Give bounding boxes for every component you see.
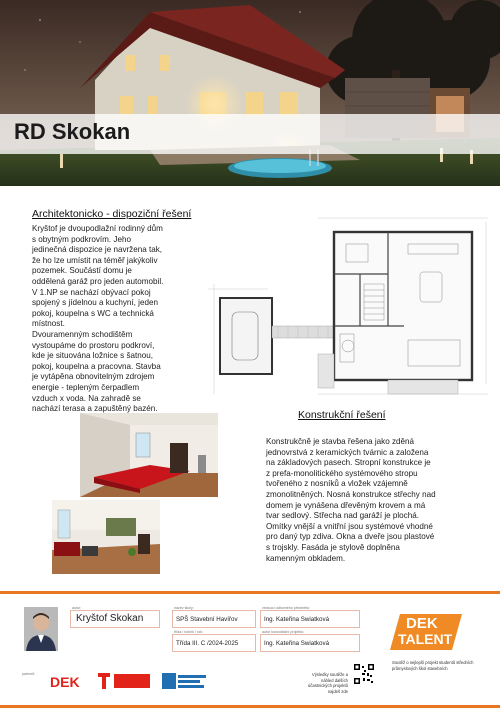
consultant-label: autor konzultační projektu: — [262, 630, 305, 634]
text-line: domem je vynášena dřevěným krovem a má — [266, 500, 426, 510]
text-line: kamenným obkladem. — [266, 553, 346, 563]
text-line: místnost. — [32, 319, 65, 329]
author-name: Kryštof Skokan — [76, 613, 144, 624]
text-line: zmonolitněných. Nosná konstrukce střechy nad — [266, 489, 436, 499]
text-line: jednovrstvá z keramických tvárnic a založena — [266, 447, 429, 457]
text-line: Kryštof je dvoupodlažní rodinný dům — [32, 224, 163, 233]
interior-render-bedroom — [80, 413, 218, 497]
text-line: pozemek. Součástí domu je — [32, 266, 132, 276]
text-line: pokoj, koupelna s WC a technická — [32, 308, 154, 318]
partner-logo-2 — [162, 673, 206, 689]
talent-note: Soutěž o nejlepší projekt studentů středních průmyslových škol stavebních — [392, 660, 474, 671]
text-line: Konstrukčně je stavba řešena jako zděná — [266, 437, 415, 446]
text-line: tvořeného z nosníků a vložek vzájemně — [266, 479, 408, 489]
text-line: energie - tepleným čerpadlem — [32, 382, 140, 392]
text-line: Dvouramenným schodištěm — [32, 329, 133, 339]
teacher-name: Ing. Kateřina Swiatková — [264, 616, 330, 623]
text-line: pro daný typ zdiva. Okna a dveře jsou plastové — [266, 532, 435, 542]
hero-render-image — [0, 0, 500, 186]
text-line: vystoupáme do prostoru podkroví, — [32, 340, 155, 350]
text-line: kde je situována ložnice s šatnou, — [32, 351, 154, 361]
text-line: V 1.NP se nachází obývací pokoj — [32, 287, 151, 297]
text-line: tvar sedlový. Střecha nad garáží je plochá. — [266, 511, 419, 521]
text-line: oddělená garáž pro jeden automobil. — [32, 276, 164, 286]
text-line: z prefa-monolitického systémového stropu — [266, 468, 418, 478]
talent-logo-bottom: TALENT — [398, 631, 453, 647]
text-line: jedinečná dispozice je navržena tak, — [32, 245, 163, 255]
construction-text — [266, 437, 466, 564]
text-line: Omítky vnější a vnitřní jsou systémové vhodné — [266, 521, 433, 531]
text-line: nachází terasa a zapuštěný bazén. — [32, 404, 158, 414]
text-line: je vytápěna obnovitelným zdrojem — [32, 372, 155, 382]
architecture-heading: Architektonicko - dispoziční řešení — [32, 208, 192, 220]
dek-talent-logo — [390, 612, 466, 652]
consultant-name: Ing. Kateřina Swiatková — [264, 640, 330, 647]
dek-logo: DEK — [50, 674, 80, 690]
text-line: vzduch x voda. Na zahradě se — [32, 393, 141, 403]
project-title: RD Skokan — [14, 119, 131, 144]
class-label: třída / ročník / rok: — [174, 630, 203, 634]
school-name: SPŠ Stavební Havířov — [176, 616, 238, 623]
school-label: název školy: — [174, 606, 194, 610]
interior-render-living-room — [52, 500, 160, 574]
floor-plan-drawing — [208, 214, 492, 404]
text-line: na základových pasech. Stropní konstrukce je — [266, 458, 431, 468]
footer-top-rule — [0, 591, 500, 594]
class-value: Třída III. C /2024-2025 — [176, 640, 239, 647]
author-label: autor: — [72, 606, 82, 610]
talent-logo-top: DEK — [406, 615, 438, 632]
construction-heading: Konstrukční řešení — [298, 409, 386, 421]
text-line: spojený s jídelnou a kuchyní, jeden — [32, 298, 158, 308]
partner-logo-1 — [98, 673, 150, 689]
teacher-label: vedoucí odborného předmětu: — [262, 606, 310, 610]
qr-note: Výsledky soutěže a náhled dalších účastnických projektů najdeš zde — [307, 672, 348, 694]
text-line: s obytným podkrovím. Jeho — [32, 234, 131, 244]
qr-code[interactable] — [354, 664, 374, 684]
architecture-text — [32, 224, 212, 415]
partners-label: partneři: — [22, 672, 36, 676]
text-line: s trojskly. Fasáda je stylově doplněna — [266, 542, 400, 552]
text-line: pokoj, koupelna a pracovna. Stavba — [32, 361, 161, 371]
author-photo — [24, 607, 58, 651]
text-line: že ho lze umístit na téměř jakýkoliv — [32, 255, 158, 265]
